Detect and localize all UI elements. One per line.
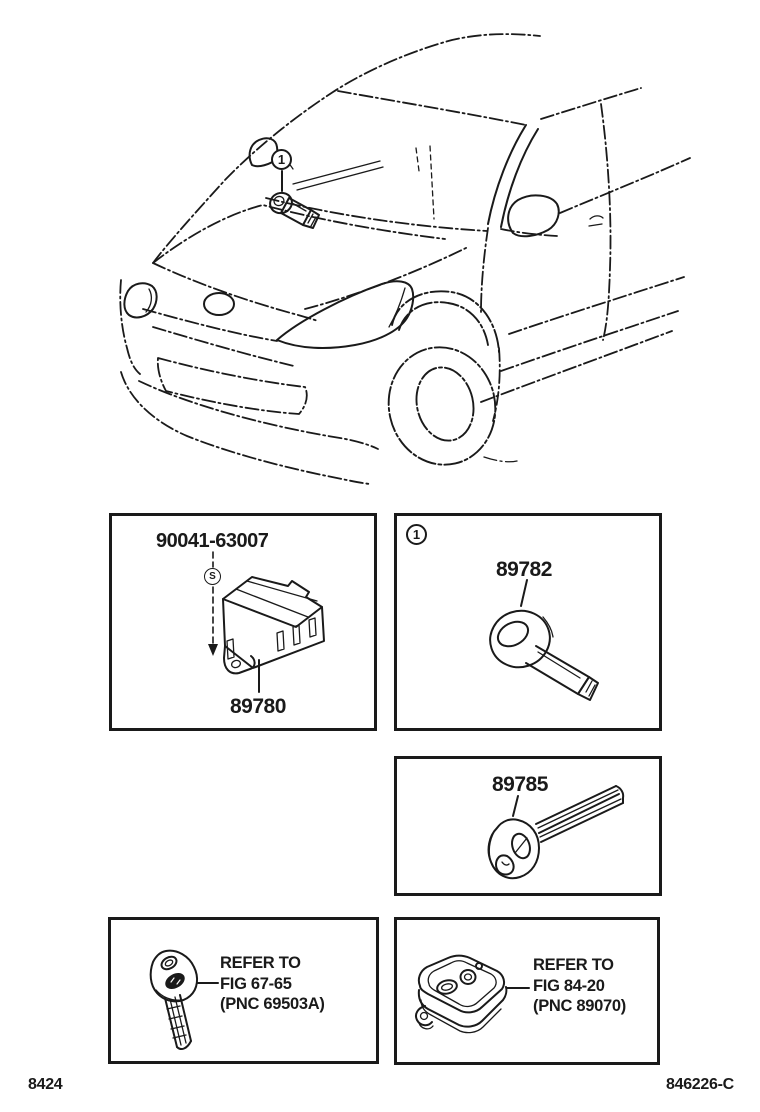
master-key-ref-note-line-1: REFER TO	[220, 954, 301, 972]
panel-key-head-box	[394, 513, 662, 731]
key-blank-part-number-label: 89785	[492, 773, 548, 796]
page-number: 8424	[28, 1076, 63, 1093]
figure-code: 846226-C	[666, 1076, 734, 1093]
ecu-part-number-label: 89780	[230, 695, 286, 718]
master-key-ref-note-line-3: (PNC 69503A)	[220, 995, 325, 1013]
callout-1-car: 1	[271, 149, 292, 170]
transmitter-ref-note-line-2: FIG 84-20	[533, 977, 605, 995]
transmitter-ref-note-line-3: (PNC 89070)	[533, 997, 626, 1015]
screw-part-number-label: 90041-63007	[156, 530, 269, 552]
amplifier-on-car-drawing	[267, 190, 319, 228]
key-head-part-number-label: 89782	[496, 558, 552, 581]
transmitter-ref-note-line-1: REFER TO	[533, 956, 614, 974]
screw-symbol: S	[204, 568, 221, 585]
callout-1-panel: 1	[406, 524, 427, 545]
master-key-ref-note-line-2: FIG 67-65	[220, 975, 292, 993]
panel-transmitter-box	[394, 917, 660, 1065]
vehicle-drawing	[120, 34, 690, 484]
